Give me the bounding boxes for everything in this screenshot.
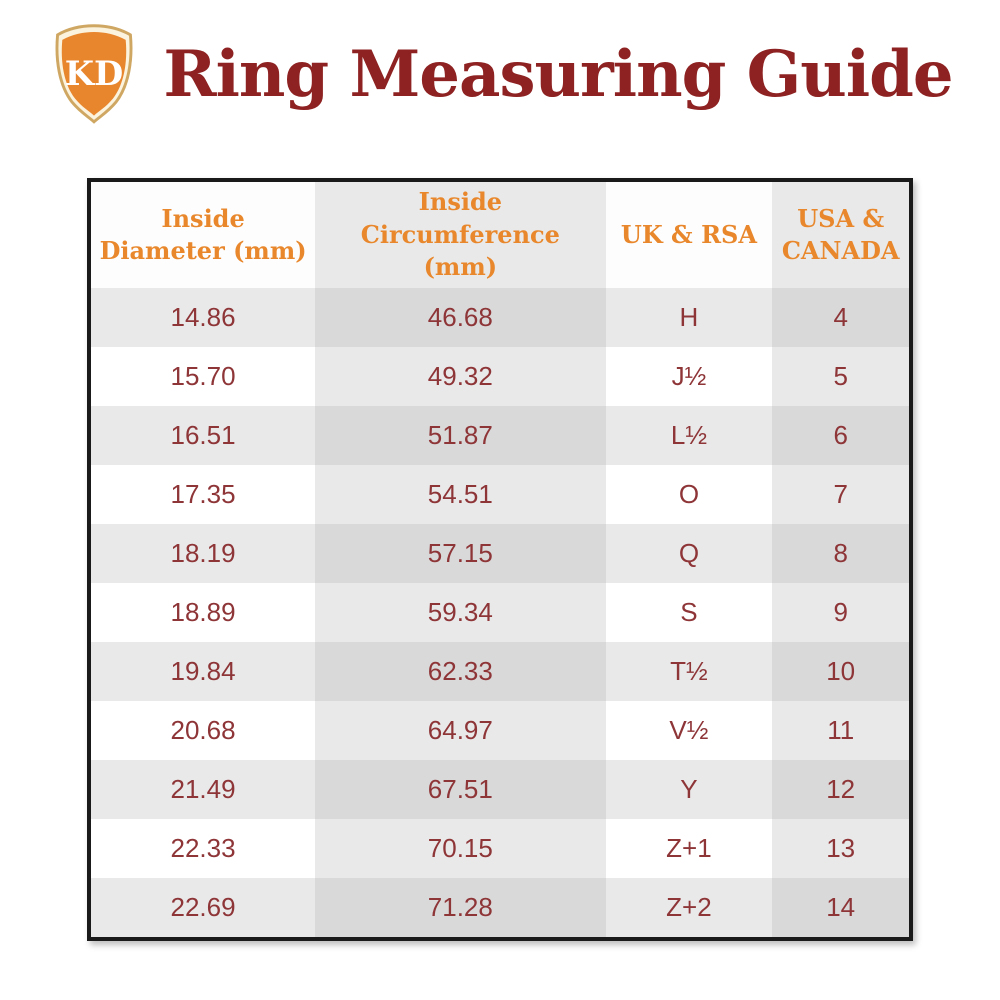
table-cell: 20.68 xyxy=(91,701,315,760)
table-cell: 15.70 xyxy=(91,347,315,406)
table-cell: 18.19 xyxy=(91,524,315,583)
table-cell: 51.87 xyxy=(315,406,605,465)
table-cell: 71.28 xyxy=(315,878,605,937)
table-cell: 54.51 xyxy=(315,465,605,524)
table-cell: 67.51 xyxy=(315,760,605,819)
table-cell: 4 xyxy=(772,288,909,347)
table-cell: 49.32 xyxy=(315,347,605,406)
table-cell: 22.33 xyxy=(91,819,315,878)
ring-size-table xyxy=(91,182,909,937)
table-row xyxy=(91,819,909,878)
table-cell: 22.69 xyxy=(91,878,315,937)
column-header: Inside Diameter (mm) xyxy=(91,182,315,288)
table-row xyxy=(91,760,909,819)
table-cell: 59.34 xyxy=(315,583,605,642)
table-cell: H xyxy=(606,288,773,347)
table-cell: Z+2 xyxy=(606,878,773,937)
table-cell: L½ xyxy=(606,406,773,465)
table-cell: 70.15 xyxy=(315,819,605,878)
table-cell: 57.15 xyxy=(315,524,605,583)
table-cell: 46.68 xyxy=(315,288,605,347)
table-row xyxy=(91,701,909,760)
table-row xyxy=(91,524,909,583)
table-cell: J½ xyxy=(606,347,773,406)
table-cell: V½ xyxy=(606,701,773,760)
table-cell: 11 xyxy=(772,701,909,760)
table-cell: 13 xyxy=(772,819,909,878)
table-cell: 19.84 xyxy=(91,642,315,701)
table-cell: Z+1 xyxy=(606,819,773,878)
table-cell: 8 xyxy=(772,524,909,583)
table-cell: S xyxy=(606,583,773,642)
ring-size-table-frame xyxy=(87,178,913,941)
table-cell: 9 xyxy=(772,583,909,642)
table-cell: Q xyxy=(606,524,773,583)
table-row xyxy=(91,465,909,524)
table-cell: 21.49 xyxy=(91,760,315,819)
table-cell: Y xyxy=(606,760,773,819)
table-cell: 10 xyxy=(772,642,909,701)
page-title: Ring Measuring Guide xyxy=(163,36,953,112)
table-row xyxy=(91,878,909,937)
table-cell: 16.51 xyxy=(91,406,315,465)
table-row xyxy=(91,347,909,406)
column-header: USA & CANADA xyxy=(772,182,909,288)
table-cell: 12 xyxy=(772,760,909,819)
column-header: UK & RSA xyxy=(606,182,773,288)
table-header-row xyxy=(91,182,909,288)
table-cell: 6 xyxy=(772,406,909,465)
table-cell: 62.33 xyxy=(315,642,605,701)
table-body xyxy=(91,288,909,937)
table-cell: 17.35 xyxy=(91,465,315,524)
table-cell: 18.89 xyxy=(91,583,315,642)
table-cell: 14 xyxy=(772,878,909,937)
page-header xyxy=(0,22,1000,126)
table-head xyxy=(91,182,909,288)
table-cell: 14.86 xyxy=(91,288,315,347)
logo-letters: KD xyxy=(65,52,124,93)
table-row xyxy=(91,583,909,642)
table-row xyxy=(91,642,909,701)
table-cell: O xyxy=(606,465,773,524)
table-row xyxy=(91,406,909,465)
table-row xyxy=(91,288,909,347)
table-cell: T½ xyxy=(606,642,773,701)
table-cell: 7 xyxy=(772,465,909,524)
kd-shield-logo xyxy=(47,23,141,125)
table-cell: 64.97 xyxy=(315,701,605,760)
column-header: Inside Circumference (mm) xyxy=(315,182,605,288)
table-cell: 5 xyxy=(772,347,909,406)
